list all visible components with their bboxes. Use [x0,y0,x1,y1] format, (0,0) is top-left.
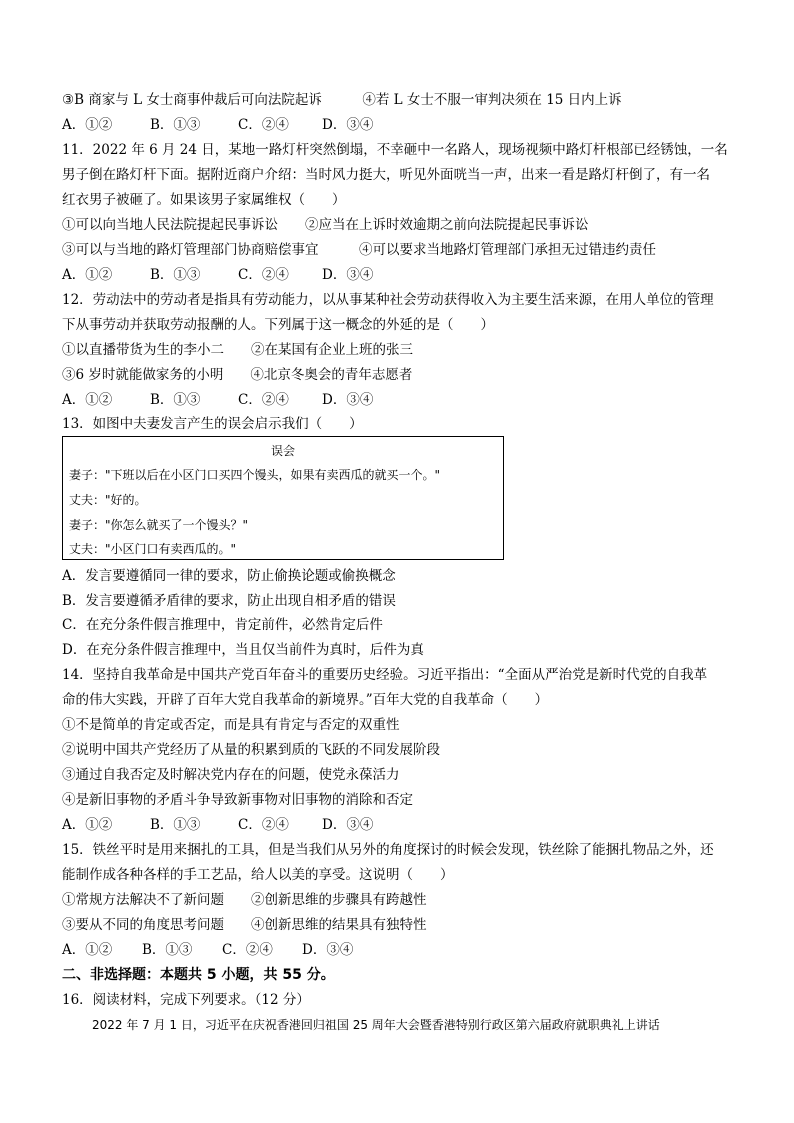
q15-line-2: 能制作成各种各样的手工艺品，给人以美的享受。这说明（ ） [62,867,454,883]
q15-option-b: B．①③ [142,942,193,958]
q10-option-d: D．③④ [322,117,374,133]
q13-stem: 13．如图中夫妻发言产生的误会启示我们（ ） [62,416,363,432]
q16-material-line: 2022 年 7 月 1 日，习近平在庆祝香港回归祖国 25 周年大会暨香港特别行政区第六届政府就职典礼上讲话 [92,1018,660,1032]
q10-option-line: ③B 商家与 L 女士商事仲裁后可向法院起诉 ④若 L 女士不服一审判决须在 15 日内上诉 [62,92,622,108]
q11-option-d: D．③④ [322,267,374,283]
q11-option-c: C．②④ [238,267,289,283]
dialogue-title: 误会 [270,444,295,458]
q13-option-a: A．发言要遵循同一律的要求，防止偷换论题或偷换概念 [62,568,396,584]
q12-line-2: 下从事劳动并获取劳动报酬的人。下列属于这一概念的外延的是（ ） [62,317,494,333]
q13-option-c: C．在充分条件假言推理中，肯定前件，必然肯定后件 [62,617,383,633]
q10-option-b: B．①③ [150,117,201,133]
q11-line-3: 红衣男子被砸了。如果该男子家属维权（ ） [62,192,346,208]
q15-option-a: A．①② [62,942,113,958]
dialogue-line-4: 丈夫："小区门口有卖西瓜的。" [69,542,237,556]
q15-option-d: D．③④ [302,942,354,958]
section-2-heading: 二、非选择题：本题共 5 小题，共 55 分。 [62,967,335,983]
q12-option-d: D．③④ [322,392,374,408]
q14-option-a: A．①② [62,817,113,833]
q12-option-b: B．①③ [150,392,201,408]
dialogue-line-2: 丈夫："好的。 [69,493,147,507]
q14-line-2: 命的伟大实践，开辟了百年大党自我革命的新境界。”百年大党的自我革命（ ） [62,692,549,708]
q16-stem: 16．阅读材料，完成下列要求。（12 分） [62,992,310,1008]
q11-option-b: B．①③ [150,267,201,283]
q11-statement-34: ③可以与当地的路灯管理部门协商赔偿事宜 ④可以要求当地路灯管理部门承担无过错违约责任 [62,242,656,258]
q15-statement-34: ③要从不同的角度思考问题 ④创新思维的结果具有独特性 [62,917,427,933]
q14-option-c: C．②④ [238,817,289,833]
q11-line-2: 男子倒在路灯杆下面。据附近商户介绍：当时风力挺大，听见外面咣当一声，出来一看是路灯杆倒了，有一名 [62,167,710,183]
dialogue-line-3: 妻子："你怎么就买了一个馒头？" [69,518,249,532]
q15-statement-12: ①常规方法解决不了新问题 ②创新思维的步骤具有跨越性 [62,892,427,908]
q13-option-d: D．在充分条件假言推理中，当且仅当前件为真时，后件为真 [62,642,424,658]
q14-statement-1: ①不是简单的肯定或否定，而是具有肯定与否定的双重性 [62,717,400,733]
q14-option-b: B．①③ [150,817,201,833]
q14-statement-2: ②说明中国共产党经历了从量的积累到质的飞跃的不同发展阶段 [62,742,440,758]
q11-option-a: A．①② [62,267,113,283]
q12-statement-34: ③6 岁时就能做家务的小明 ④北京冬奥会的青年志愿者 [62,367,413,383]
q10-option-c: C．②④ [238,117,289,133]
q12-statement-12: ①以直播带货为生的李小二 ②在某国有企业上班的张三 [62,342,413,358]
q15-option-c: C．②④ [222,942,273,958]
q12-line-1: 12．劳动法中的劳动者是指具有劳动能力，以从事某种社会劳动获得收入为主要生活来源，在用人单位的管理 [62,292,714,308]
q14-option-d: D．③④ [322,817,374,833]
q11-line-1: 11．2022 年 6 月 24 日，某地一路灯杆突然倒塌，不幸砸中一名路人，现场视频中路灯杆根部已经锈蚀，一名 [62,142,728,158]
q11-statement-12: ①可以向当地人民法院提起民事诉讼 ②应当在上诉时效逾期之前向法院提起民事诉讼 [62,217,589,233]
q14-statement-3: ③通过自我否定及时解决党内存在的问题，使党永葆活力 [62,767,400,783]
q12-option-a: A．①② [62,392,113,408]
misunderstanding-dialogue-box [62,436,504,560]
q12-option-c: C．②④ [238,392,289,408]
q10-option-a: A．①② [62,117,113,133]
dialogue-line-1: 妻子："下班以后在小区门口买四个馒头，如果有卖西瓜的就买一个。" [69,468,441,482]
q13-option-b: B．发言要遵循矛盾律的要求，防止出现自相矛盾的错误 [62,593,396,609]
q14-line-1: 14．坚持自我革命是中国共产党百年奋斗的重要历史经验。习近平指出：“全面从严治党是新时代党的自我革 [62,667,708,683]
q14-statement-4: ④是新旧事物的矛盾斗争导致新事物对旧事物的消除和否定 [62,792,413,808]
q15-line-1: 15．铁丝平时是用来捆扎的工具，但是当我们从另外的角度探讨的时候会发现，铁丝除了能捆扎物品之外，还 [62,842,714,858]
